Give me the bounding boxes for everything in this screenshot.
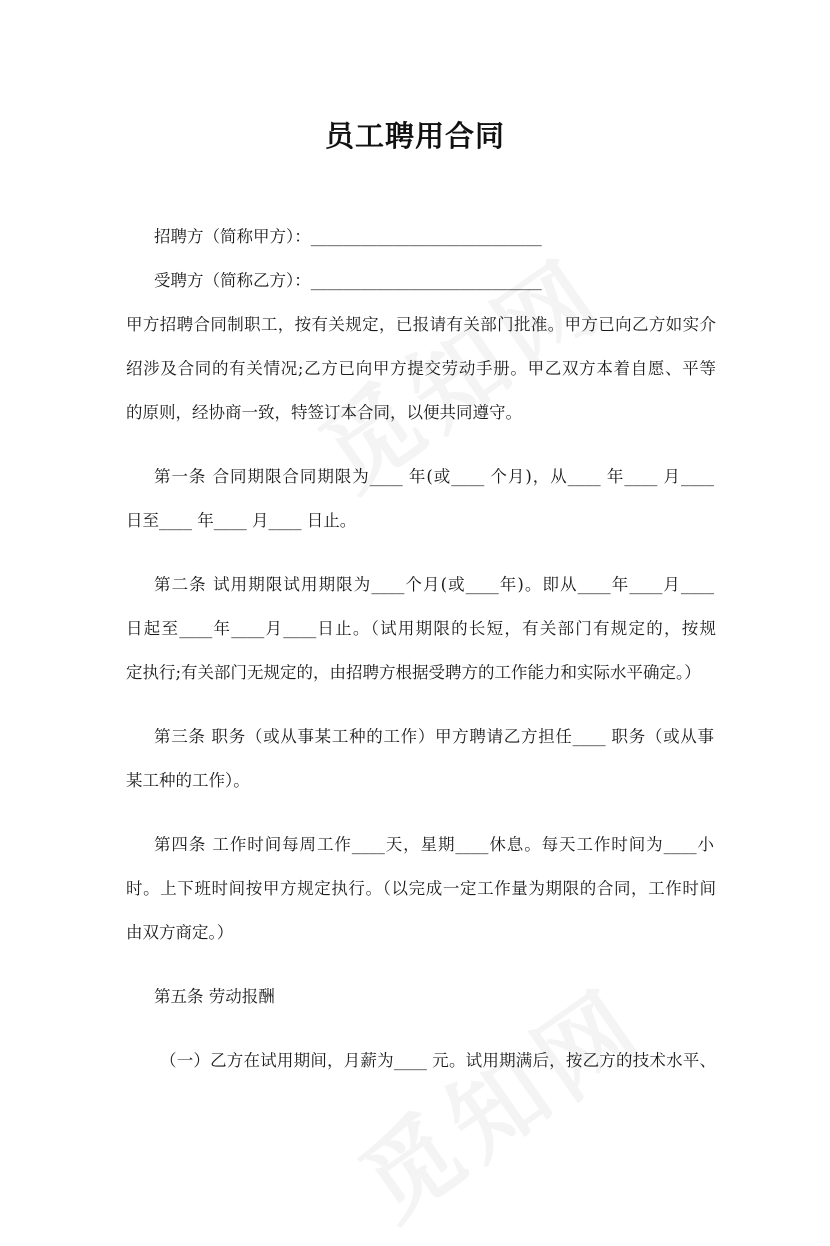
preamble-line-1: 甲方招聘合同制职工，按有关规定，已报请有关部门批准。甲方已向乙方如实介 <box>126 315 716 334</box>
article-4-line-1: 第四条 工作时间每周工作____天，星期____休息。每天工作时间为____小 <box>154 835 714 854</box>
article-2-line-2: 日起至____年____月____日止。（试用期限的长短，有关部门有规定的，按规 <box>126 619 716 638</box>
employer-line: 招聘方（简称甲方）：____________________________ <box>154 227 542 246</box>
employee-line: 受聘方（简称乙方）：____________________________ <box>154 271 542 290</box>
article-2-line-3: 定执行;有关部门无规定的，由招聘方根据受聘方的工作能力和实际水平确定。） <box>126 663 701 682</box>
article-3-line-2: 某工种的工作）。 <box>126 771 250 790</box>
article-4-line-3: 由双方商定。） <box>126 923 234 942</box>
preamble-line-2: 绍涉及合同的有关情况;乙方已向甲方提交劳动手册。甲乙双方本着自愿、平等 <box>126 359 716 378</box>
article-2-line-1: 第二条 试用期限试用期限为____个月(或____年)。即从____年____月____ <box>154 575 714 594</box>
article-5-heading: 第五条 劳动报酬 <box>154 987 275 1006</box>
article-1-line-1: 第一条 合同期限合同期限为____ 年(或____ 个月)，从____ 年____ 月____ <box>154 467 714 486</box>
preamble-line-3: 的原则，经协商一致，特签订本合同，以便共同遵守。 <box>126 403 522 422</box>
document-title: 员工聘用合同 <box>324 119 505 153</box>
article-3-line-1: 第三条 职务（或从事某工种的工作）甲方聘请乙方担任____ 职务（或从事 <box>154 727 714 746</box>
article-1-line-2: 日至____ 年____ 月____ 日止。 <box>126 511 357 530</box>
article-5-item-1-line-1: （一）乙方在试用期间，月薪为____ 元。试用期满后，按乙方的技术水平、 <box>160 1051 716 1070</box>
article-4-line-2: 时。上下班时间按甲方规定执行。（以完成一定工作量为期限的合同，工作时间 <box>126 879 716 898</box>
